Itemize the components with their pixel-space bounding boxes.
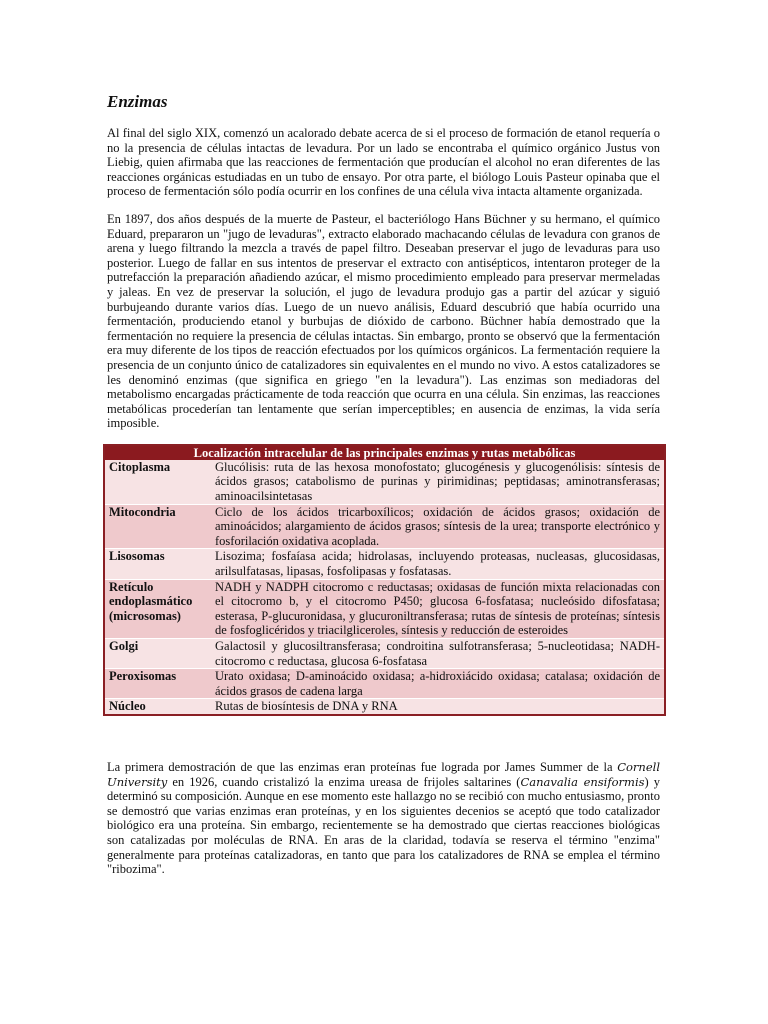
table-cell-location: Mitocondria [104,504,211,549]
table-cell-enzymes: Lisozima; fosfaíasa acida; hidrolasas, incluyendo proteasas, nucleasas, glucosidasas, arilsulfatasas, lipasas, fosfolipasas y fosfatasas. [211,549,665,579]
table-cell-location: Lisosomas [104,549,211,579]
table-row [104,460,665,504]
page-title: Enzimas [107,92,168,111]
italic-university: Cornell University [107,759,660,789]
table-cell-enzymes: Glucólisis: ruta de las hexosa monofostato; glucogénesis y glucogenólisis: síntesis de ácidos grasos; catabolismo de purinas y pirimidinas; peptidasas; aminotransferasas; aminoacilsintetasas [211,460,665,504]
paragraph-buchner: En 1897, dos años después de la muerte de Pasteur, el bacteriólogo Hans Büchner y su hermano, el químico Eduard, prepararon un "jugo de levaduras", extracto elaborado machacando células de levadura con granos de arena y luego filtrando la mezcla a través de papel filtro. Deseaban preservar el jugo de levaduras para uso posterior. Luego de fallar en sus intentos de preservar el extracto con antisépticos, intentaron proteger de la putrefacción la preparación añadiendo azúcar, el mismo procedimiento empleado para preservar mermeladas y jaleas. En vez de preservar la solución, el jugo de levadura produjo gas a partir del azúcar y siguió burbujeando durante varios días. Luego de un nuevo análisis, Eduard descubrió que había ocurrido una fermentación, produciendo etanol y burbujas de dióxido de carbono. Büchner había demostrado que la fermentación no requiere la presencia de células intactas. Sin embargo, pronto se observó que la fermentación era muy diferente de los tipos de reacción efectuados por los químicos orgánicos. La fermentación requiere la presencia de un conjunto único de catalizadores sin equivalentes en el mundo no vivo. A estos catalizadores se les denominó enzimas (que significa en griego "en la levadura"). Las enzimas son mediadoras del metabolismo encargadas prácticamente de toda reacción que ocurra en una célula. Sin enzimas, las reacciones metabólicas procederían tan lentamente que serían imperceptibles; en ausencia de enzimas, la vida sería imposible. [107,211,660,431]
enzyme-location-table [103,444,666,716]
table-row [104,579,665,638]
paragraph-intro: Al final del siglo XIX, comenzó un acalorado debate acerca de si el proceso de formación de etanol requería o no la presencia de células intactas de levadura. Por un lado se encontraba el químico orgánico Justus von Liebig, quien afirmaba que las reacciones de fermentación que producían el alcohol no eran diferentes de las reacciones orgánicas estudiadas en un tubo de ensayo. Por otra parte, el biólogo Louis Pasteur opinaba que el proceso de fermentación sólo podía ocurrir en los confines de una célula viva intacta altamente organizada. [107,126,660,199]
table-cell-location: Retículo endoplasmático (microsomas) [104,579,211,638]
paragraph-summer [107,760,660,877]
text-span: ) y determinó su composición. Aunque en ese momento este hallazgo no se recibió con mucho entusiasmo, pronto se demostró que varias enzimas eran proteínas, y en los siguientes decenios se aceptó que todo catalizador biológico era una proteína. Sin embargo, recientemente se ha demostrado que ciertas reacciones biológicas son catalizadas por moléculas de RNA. En aras de la claridad, todavía se reserva el término "enzima" generalmente para proteínas catalizadoras, en tanto que para los catalizadores de RNA se emplea el término "ribozima". [107,774,661,877]
table-cell-enzymes: Galactosil y glucosiltransferasa; condroitina sulfotransferasa; 5-nucleotidasa; NADH-citocromo c reductasa, glucosa 6-fosfatasa [211,639,665,669]
italic-species: Canavalia ensiformis [520,774,645,789]
table-cell-enzymes: Rutas de biosíntesis de DNA y RNA [211,699,665,715]
table-cell-enzymes: NADH y NADPH citocromo c reductasas; oxidasas de función mixta relacionadas con el citocromo b, y el citocromo P450; glucosa 6-fosfatasa; nucleósido difosfatasa; esterasa, P-glucuronidasa, y glucuroniltransferasa; rutas de síntesis de proteínas; síntesis de fosfoglicéridos y triacilgliceroles, síntesis y reducción de esteroides [211,579,665,638]
table-row [104,699,665,715]
table-header-row [104,445,665,460]
table-row [104,504,665,549]
table-row [104,639,665,669]
document-page [107,92,660,890]
text-span: La primera demostración de que las enzimas eran proteínas fue lograda por James Summer de la [107,759,618,774]
table-cell-location: Golgi [104,639,211,669]
table-row [104,669,665,699]
table-cell-enzymes: Ciclo de los ácidos tricarboxílicos; oxidación de ácidos grasos; oxidación de aminoácidos; alargamiento de ácidos grasos; síntesis de la urea; transporte electrónico y fosforilación oxidativa acoplada. [211,504,665,549]
text-span: en 1926, cuando cristalizó la enzima ureasa de frijoles saltarines ( [167,774,521,789]
table-header: Localización intracelular de las principales enzimas y rutas metabólicas [104,445,665,460]
table-cell-location: Peroxisomas [104,669,211,699]
table-cell-enzymes: Urato oxidasa; D-aminoácido oxidasa; a-hidroxiácido oxidasa; catalasa; oxidación de ácidos grasos de cadena larga [211,669,665,699]
table-row [104,549,665,579]
table-cell-location: Citoplasma [104,460,211,504]
table-cell-location: Núcleo [104,699,211,715]
